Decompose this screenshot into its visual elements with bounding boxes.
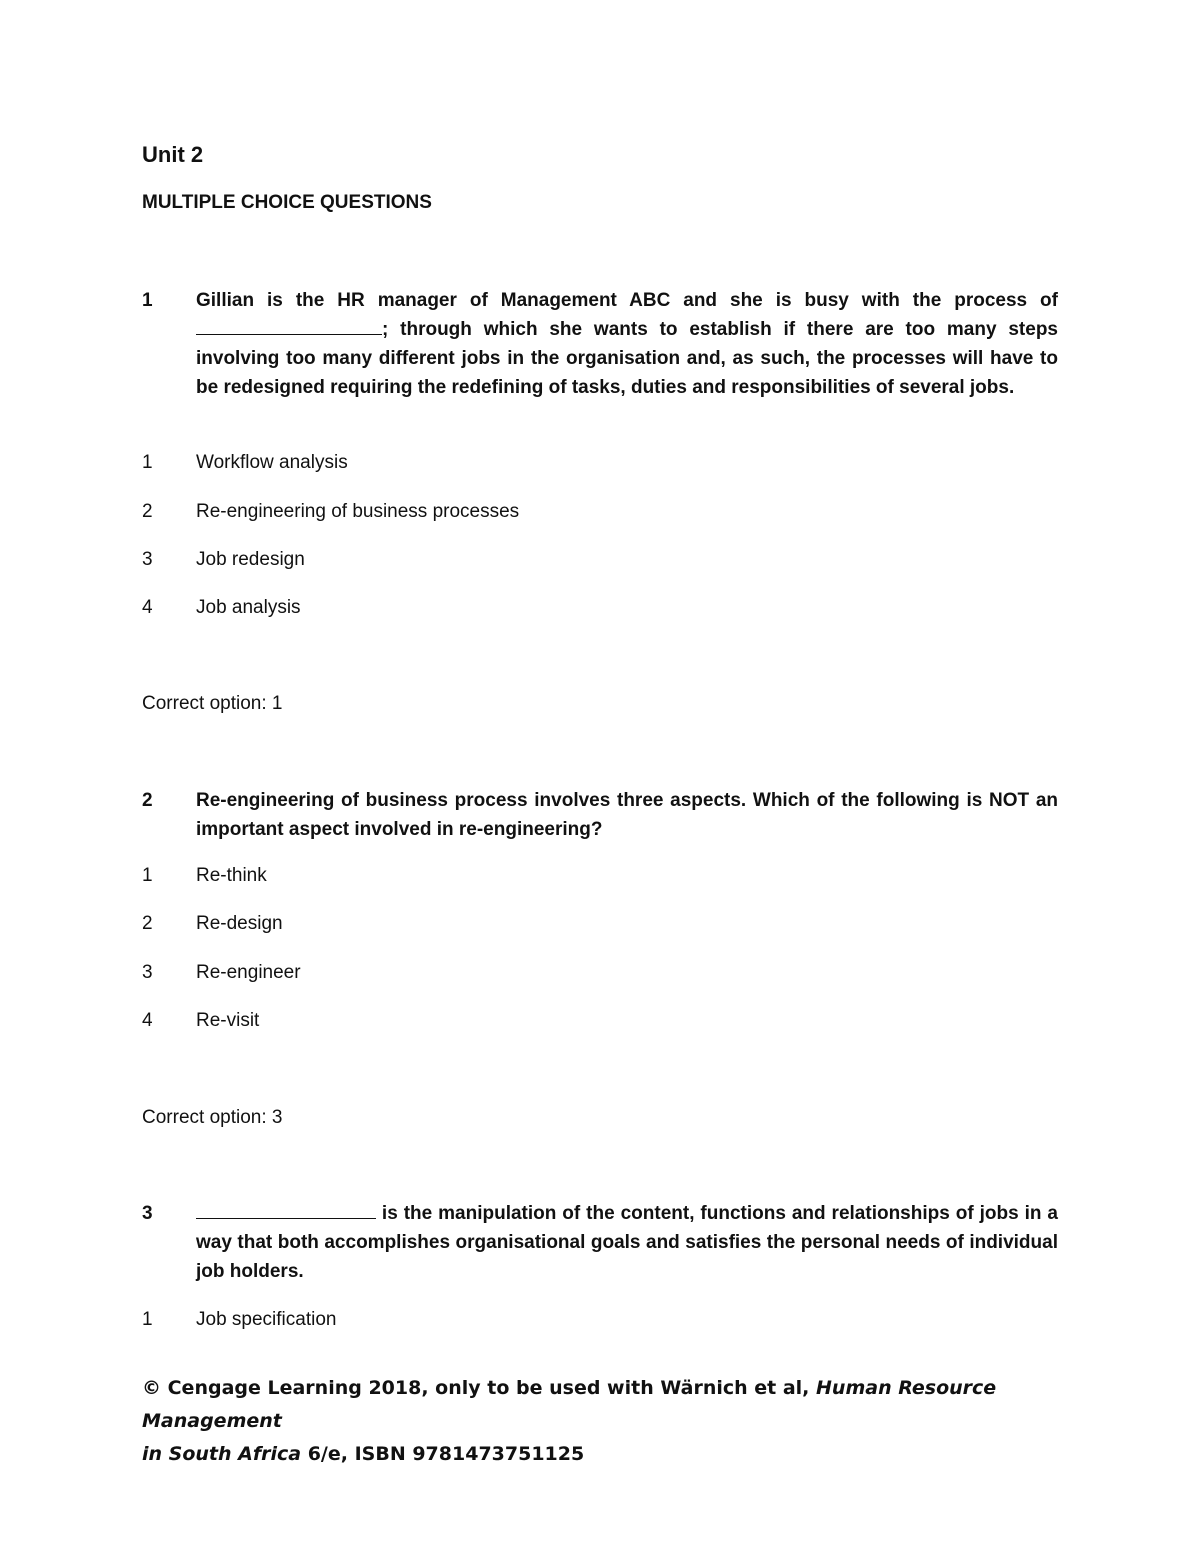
- q1-option-2-number: 2: [142, 501, 153, 522]
- question-2-text: Re-engineering of business process involves three aspects. Which of the following is NOT an important aspect involved in re-engineering?: [196, 790, 1058, 840]
- q2-correct-option: Correct option: 3: [142, 1107, 283, 1128]
- q2-option-2-number: 2: [142, 913, 153, 934]
- question-1-number: 1: [142, 290, 153, 311]
- q2-option-3-label: Re-engineer: [196, 962, 301, 983]
- q2-option-1-number: 1: [142, 865, 153, 886]
- q1-option-4-number: 4: [142, 597, 153, 618]
- q1-option-1-number: 1: [142, 452, 153, 473]
- q2-option-4-number: 4: [142, 1010, 153, 1031]
- footer-suffix: 6/e, ISBN 9781473751125: [301, 1443, 585, 1465]
- q1-option-3-label: Job redesign: [196, 549, 305, 570]
- q2-option-1-label: Re-think: [196, 865, 267, 886]
- question-3-text: [196, 1199, 1058, 1286]
- q1-correct-option: Correct option: 1: [142, 693, 283, 714]
- question-3-blank: [196, 1217, 376, 1219]
- footer-book-title-2: in South Africa: [142, 1443, 302, 1465]
- q3-option-1-number: 1: [142, 1309, 153, 1330]
- question-1-text-end: ; through which she wants to establish if there are too many steps involving too many different jobs in the organisation and, as such, the processes will have to be redesigned requiring the redefining of tasks, duties and responsibilities of several jobs.: [196, 319, 1058, 398]
- q1-option-1-label: Workflow analysis: [196, 452, 348, 473]
- q2-option-4-label: Re-visit: [196, 1010, 260, 1031]
- unit-title: Unit 2: [142, 142, 204, 167]
- question-1-text: [196, 286, 1058, 402]
- copyright-footer: [142, 1372, 1062, 1471]
- q3-option-1-label: Job specification: [196, 1309, 337, 1330]
- section-title: MULTIPLE CHOICE QUESTIONS: [142, 192, 432, 213]
- question-1-blank: [196, 333, 382, 335]
- q1-option-3-number: 3: [142, 549, 153, 570]
- q2-option-3-number: 3: [142, 962, 153, 983]
- q2-option-2-label: Re-design: [196, 913, 283, 934]
- footer-book-title-1: Human Resource Management: [142, 1377, 997, 1432]
- question-1-text-start: Gillian is the HR manager of Management ABC and she is busy with the process of: [196, 290, 1058, 311]
- question-3-text-end: is the manipulation of the content, functions and relationships of jobs in a way that both accomplishes organisational goals and satisfies the personal needs of individual job holders.: [196, 1203, 1058, 1282]
- footer-prefix: © Cengage Learning 2018, only to be used with Wärnich et al,: [142, 1377, 817, 1399]
- question-3-number: 3: [142, 1203, 153, 1224]
- q1-option-4-label: Job analysis: [196, 597, 301, 618]
- q1-option-2-label: Re-engineering of business processes: [196, 501, 520, 522]
- question-2-number: 2: [142, 790, 153, 811]
